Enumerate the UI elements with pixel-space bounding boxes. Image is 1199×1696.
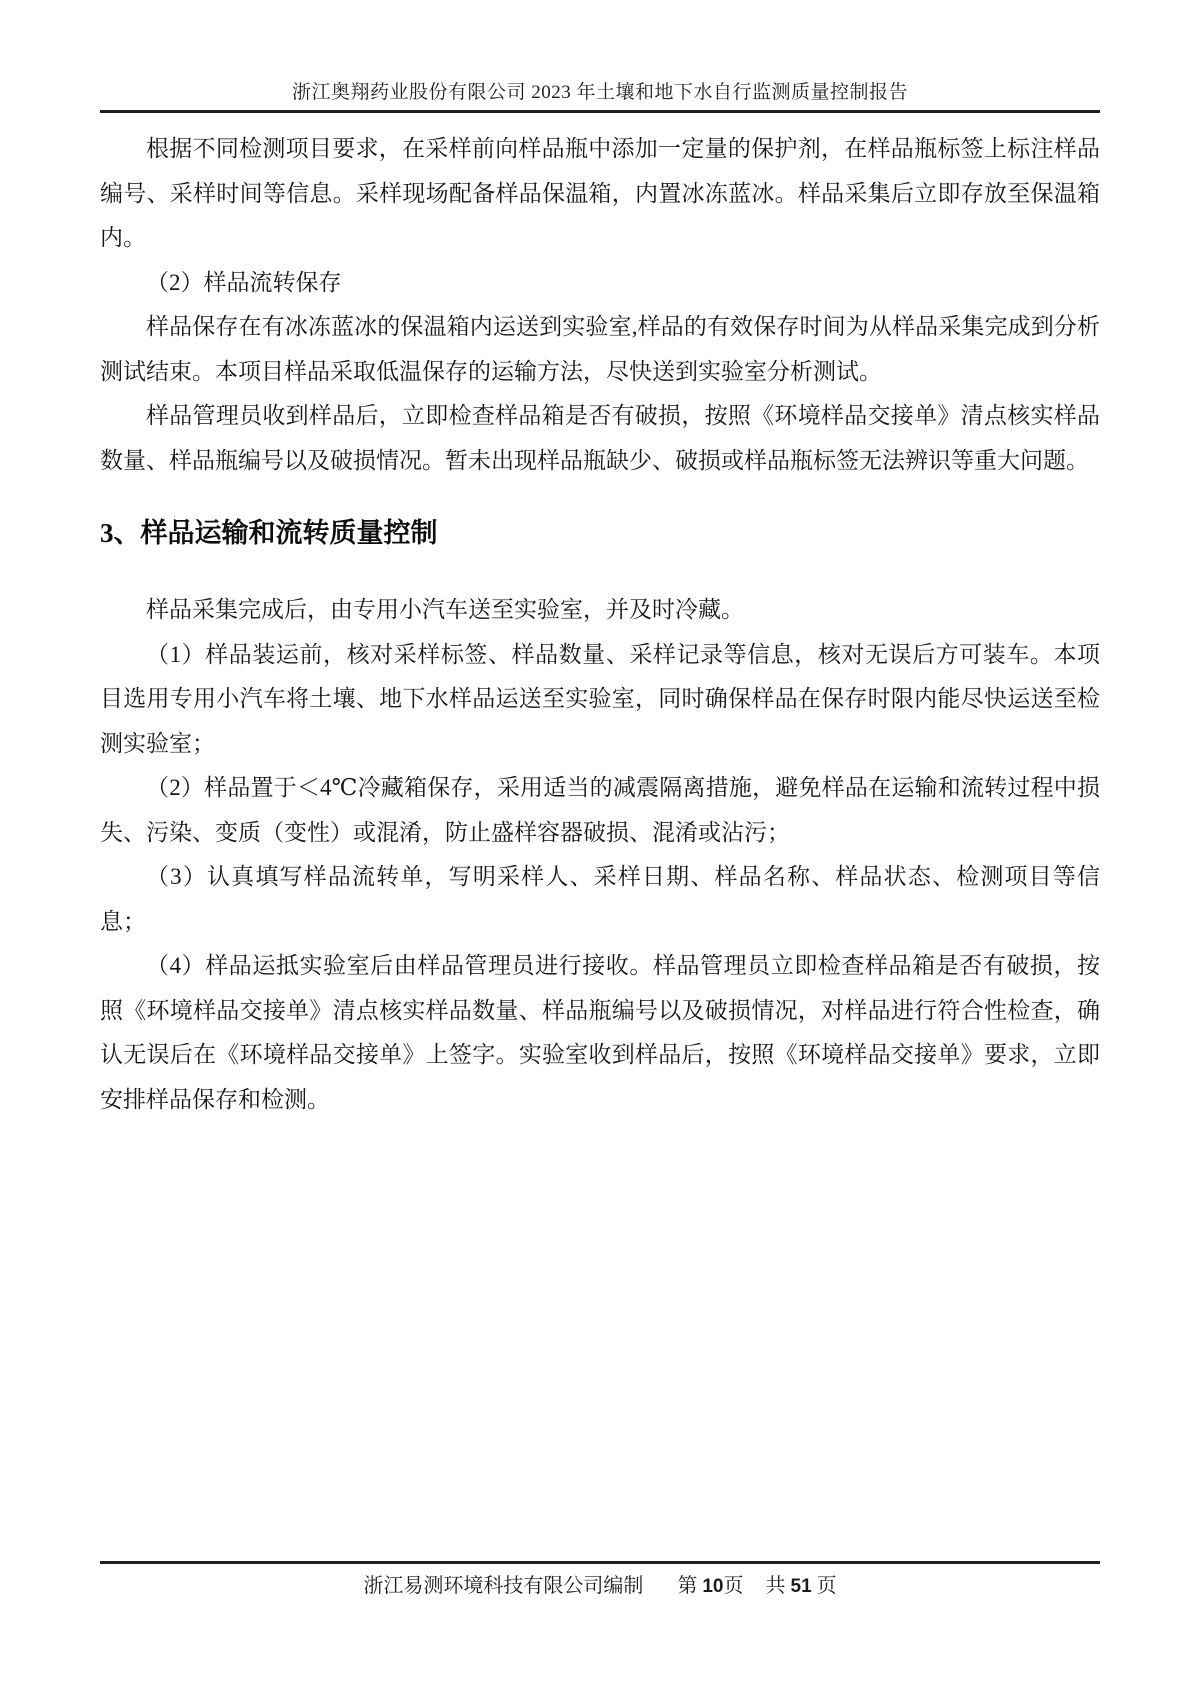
footer-page-prefix: 第 — [677, 1575, 698, 1597]
paragraph-transport-intro: 样品采集完成后，由专用小汽车送至实验室，并及时冷藏。 — [146, 597, 744, 622]
paragraph-item-4-lab-reception: （4）样品运抵实验室后由样品管理员进行接收。样品管理员立即检查样品箱是否有破损，按照《环境样品交接单》清点核实样品数量、样品瓶编号以及破损情况，对样品进行符合性检查，确认无误后在《环境样品交接单》上签字。实验室收到样品后，按照《环境样品交接单》要求，立即安排样品保存和检测。 — [100, 953, 1100, 1112]
footer-page-unit: 页 — [723, 1575, 744, 1597]
footer-page-indicator — [677, 1575, 743, 1597]
paragraph-cold-storage-transport: 样品保存在有冰冻蓝冰的保温箱内运送到实验室,样品的有效保存时间为从样品采集完成到分析测试结束。本项目样品采取低温保存的运输方法，尽快送到实验室分析测试。 — [100, 314, 1100, 384]
header-title: 浙江奥翔药业股份有限公司 2023 年土壤和地下水自行监测质量控制报告 — [291, 82, 908, 103]
footer-total-pages — [766, 1575, 837, 1597]
footer-divider — [100, 1561, 1100, 1564]
page-footer — [100, 1572, 1100, 1601]
paragraph-item-3-transfer-form: （3）认真填写样品流转单，写明采样人、采样日期、样品名称、样品状态、检测项目等信息； — [100, 864, 1100, 934]
page-body — [100, 127, 1100, 1122]
paragraph-item-2-cold-box: （2）样品置于＜4℃冷藏箱保存，采用适当的减震隔离措施，避免样品在运输和流转过程中损失、污染、变质（变性）或混淆，防止盛样容器破损、混淆或沾污； — [100, 775, 1100, 845]
paragraph-sample-preservative: 根据不同检测项目要求，在采样前向样品瓶中添加一定量的保护剂，在样品瓶标签上标注样品编号、采样时间等信息。采样现场配备样品保温箱，内置冰冻蓝冰。样品采集后立即存放至保温箱内。 — [100, 136, 1100, 250]
footer-total-unit: 页 — [816, 1575, 837, 1597]
header-divider — [100, 110, 1100, 113]
paragraph-item-1-loading-check: （1）样品装运前，核对采样标签、样品数量、采样记录等信息，核对无误后方可装车。本项目选用专用小汽车将土壤、地下水样品运送至实验室，同时确保样品在保存时限内能尽快运送至检测实验室； — [100, 641, 1100, 756]
paragraph-sample-manager-check: 样品管理员收到样品后，立即检查样品箱是否有破损，按照《环境样品交接单》清点核实样品数量、样品瓶编号以及破损情况。暂未出现样品瓶缺少、破损或样品瓶标签无法辨识等重大问题。 — [100, 403, 1100, 473]
footer-total-prefix: 共 — [765, 1575, 786, 1597]
paragraph-subheading-sample-transfer-storage: （2）样品流转保存 — [146, 269, 342, 295]
footer-total-number: 51 — [790, 1576, 812, 1597]
footer-company: 浙江易测环境科技有限公司编制 — [363, 1575, 644, 1597]
page-header — [100, 0, 1100, 105]
section-heading: 3、样品运输和流转质量控制 — [100, 518, 438, 548]
footer-page-number: 10 — [702, 1576, 724, 1597]
